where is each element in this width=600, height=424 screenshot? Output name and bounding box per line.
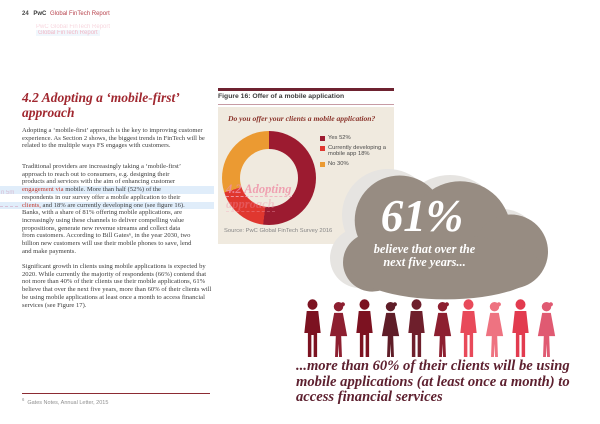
footnote-rule: [22, 393, 210, 394]
legend-swatch: [320, 162, 325, 167]
ghost-margin-text: n 5m: [1, 190, 15, 196]
legend-label: No 30%: [328, 160, 349, 167]
figure-source: Source: PwC Global FinTech Survey 2016: [224, 228, 333, 234]
brand-name: PwC: [33, 11, 47, 17]
stat-value: 61%: [380, 191, 464, 241]
paragraph-2-line: increasingly using these channels to deliver compelling value: [22, 216, 185, 224]
person-silhouette-m: [300, 298, 325, 358]
person-silhouette-m: [404, 298, 429, 358]
figure-top-rule: [218, 88, 394, 91]
person-silhouette-f: [482, 301, 507, 358]
footnote-marker: 6: [22, 397, 25, 402]
paragraph-2-line: engagement via mobile. More than half (52%) of the: [0, 186, 214, 194]
paragraph-2-line: Traditional providers are increasingly taking a ‘mobile-first’: [22, 163, 182, 170]
footnote: [22, 397, 108, 406]
ghost-heading-line1: 4.2 Adopting: [226, 182, 292, 196]
legend-item: [320, 145, 388, 158]
paragraph-2-line: from customers. According to Bill Gates⁶, in the year 2030, two: [22, 232, 191, 240]
paragraph-2: [22, 163, 214, 255]
paragraph-1: Adopting a ‘mobile-first’ approach is the key to improving customer experience. As Section 2 shows, the biggest trends in FinTech will be related to the multiple ways FS engages with customers.: [22, 127, 205, 150]
person-silhouette-f: [378, 301, 403, 358]
legend-item: [320, 135, 388, 142]
person-silhouette-m: [352, 298, 377, 358]
infographic-caption: ...more than 60% of their clients will be using mobile applications (at least once a month) to access financial services: [296, 358, 570, 406]
paragraph-2-line: billion new customers will use their mobile phones to save, lend: [22, 240, 192, 248]
paragraph-3: Significant growth in clients using mobile applications is expected by 2020. While currently the majority of respondents (66%) contend that not more than 40% of their clients use their mobile applications, 61% believe that over the next five years, more than 60% of their clients will be using mobile applications at least once a month to access financial services (see Figure 17).: [22, 263, 212, 309]
person-silhouette-m: [508, 298, 533, 358]
chart-question: Do you offer your clients a mobile application?: [228, 114, 376, 123]
paragraph-2-line: Banks, with a share of 81% offering mobile applications, are: [22, 209, 183, 217]
page-header: [22, 11, 110, 17]
paragraph-2-line: clients, and 18% are currently developing one (see figure 16).: [0, 202, 214, 210]
stat-caption-line1: believe that over the: [373, 242, 476, 256]
page-number: 24: [22, 11, 29, 17]
legend-label: Yes 52%: [328, 135, 351, 141]
document-title: Global FinTech Report: [50, 11, 110, 17]
legend-swatch: [320, 136, 325, 141]
ghost-header-echo-2: Global FinTech Report: [38, 30, 98, 36]
figure-title: Figure 16: Offer of a mobile application: [218, 93, 345, 100]
ghost-heading-echo: [226, 182, 292, 212]
ghost-header-echo-1: PwC Global FinTech Report: [36, 24, 111, 30]
ghost-heading-line2: approach: [226, 197, 275, 211]
footnote-text: Gates Notes, Annual Letter, 2015: [27, 399, 109, 406]
highlighted-word: engagement via: [22, 186, 64, 194]
paragraph-2-line: products and services with the aim of enhancing customer: [22, 178, 176, 186]
person-silhouette-f: [534, 301, 559, 358]
paragraph-2-line: respondents in our survey offer a mobile application to their: [22, 193, 181, 201]
paragraph-2-line: and make payments.: [22, 247, 77, 255]
section-heading: 4.2 Adopting a ‘mobile-first’ approach: [22, 90, 179, 120]
person-silhouette-f: [326, 301, 351, 358]
stat-caption: [352, 243, 497, 270]
stat-caption-line2: next five years...: [383, 255, 466, 270]
paragraph-2-line: propositions, generate new revenue streams and collect data: [22, 224, 181, 232]
figure-thin-rule: [218, 104, 394, 105]
legend-swatch: [320, 146, 325, 151]
person-silhouette-m: [456, 298, 481, 358]
legend-label: Currently developing a mobile app 18%: [328, 144, 387, 158]
highlighted-word: clients,: [22, 201, 41, 209]
paragraph-2-line: approach to reach out to consumers, e.g. designing their: [22, 170, 170, 178]
people-silhouettes-row: [300, 297, 566, 358]
person-silhouette-f: [430, 301, 455, 358]
